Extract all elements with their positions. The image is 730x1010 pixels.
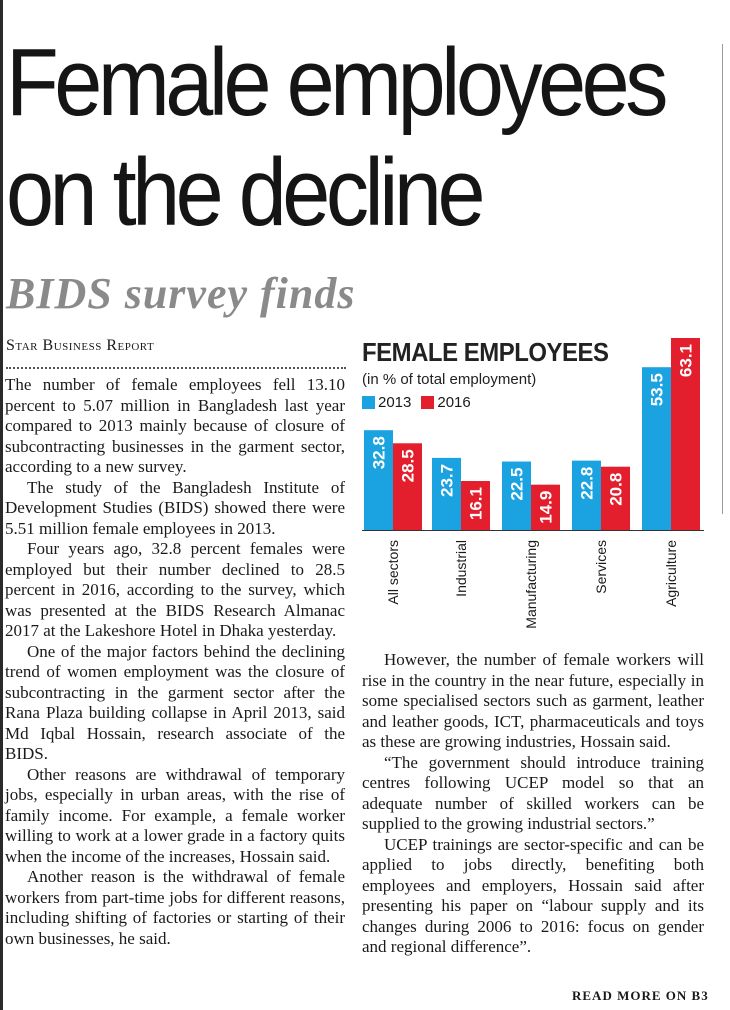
category-label: Manufacturing <box>523 540 539 629</box>
category-label: All sectors <box>385 540 401 605</box>
byline-divider <box>6 367 346 369</box>
data-label: 22.5 <box>507 467 527 501</box>
category-label: Services <box>593 540 609 594</box>
paragraph: One of the major factors behind the declining trend of women employment was the closure of subcontracting in the garment sector after the Rana Plaza building collapse in April 2013, said Md Iqbal Hossain, research associate of the BIDS. <box>5 641 345 763</box>
data-label: 14.9 <box>536 490 556 524</box>
article-column-right <box>362 650 704 958</box>
left-column-rule <box>0 0 3 1010</box>
paragraph: UCEP trainings are sector-specific and can be applied to jobs directly, benefiting both employees and employers, Hossain said after presenting his paper on “labour supply and its changes during 2006 to 2016: focus on gender and regional difference”. <box>362 834 704 956</box>
article-column-left <box>5 375 345 949</box>
right-column-rule <box>722 44 723 514</box>
paragraph: The number of female employees fell 13.10 percent to 5.07 million in Bangladesh last year compared to 2013 mainly because of closure of subcontracting businesses in the garment sector, according to a new survey. <box>5 375 345 476</box>
legend-label-2016: 2016 <box>437 394 471 411</box>
data-label: 23.7 <box>437 463 457 497</box>
read-more-link[interactable]: READ MORE ON B3 <box>572 988 709 1003</box>
data-label: 63.1 <box>676 344 696 378</box>
legend-label-2013: 2013 <box>378 394 412 411</box>
paragraph: Four years ago, 32.8 percent females were employed but their number declined to 28.5 percent in 2016, according to the survey, which was presented at the BIDS Research Almanac 2017 at the Lakeshore Hotel in Dhaka yesterday. <box>5 539 345 640</box>
subheadline: BIDS survey finds <box>6 269 356 318</box>
data-label: 53.5 <box>647 373 667 407</box>
category-label: Agriculture <box>663 540 679 607</box>
bar-chart <box>362 330 712 640</box>
paragraph: “The government should introduce training centres following UCEP model so that an adequate number of skilled workers can be supplied to the growing industrial sectors.” <box>362 752 704 833</box>
category-label: Industrial <box>453 540 469 597</box>
byline: Star Business Report <box>6 337 155 354</box>
data-label: 28.5 <box>398 449 418 483</box>
paragraph: However, the number of female workers will rise in the country in the near future, especially in some specialised sectors such as garment, leather and leather goods, ICT, pharmaceuticals and toys as these are growing industries, Hossain said. <box>362 650 704 751</box>
chart-subtitle: (in % of total employment) <box>362 371 537 388</box>
chart-title: FEMALE EMPLOYEES <box>362 337 609 367</box>
paragraph: The study of the Bangladesh Institute of Development Studies (BIDS) showed there were 5.51 million female employees in 2013. <box>5 477 345 538</box>
data-label: 20.8 <box>606 472 626 506</box>
data-label: 22.8 <box>577 466 597 500</box>
headline-line-1: Female employees <box>6 29 664 136</box>
headline-line-2: on the decline <box>6 139 482 246</box>
headline <box>6 28 664 248</box>
data-label: 32.8 <box>369 436 389 470</box>
data-label: 16.1 <box>466 487 486 521</box>
paragraph: Another reason is the withdrawal of female workers from part-time jobs for different reasons, including shifting of factories or starting of their own businesses, he said. <box>5 867 345 948</box>
paragraph: Other reasons are withdrawal of temporary jobs, especially in urban areas, with the rise of family income. For example, a female worker willing to work at a lower grade in a factory quits when the income of the increases, Hossain said. <box>5 764 345 866</box>
